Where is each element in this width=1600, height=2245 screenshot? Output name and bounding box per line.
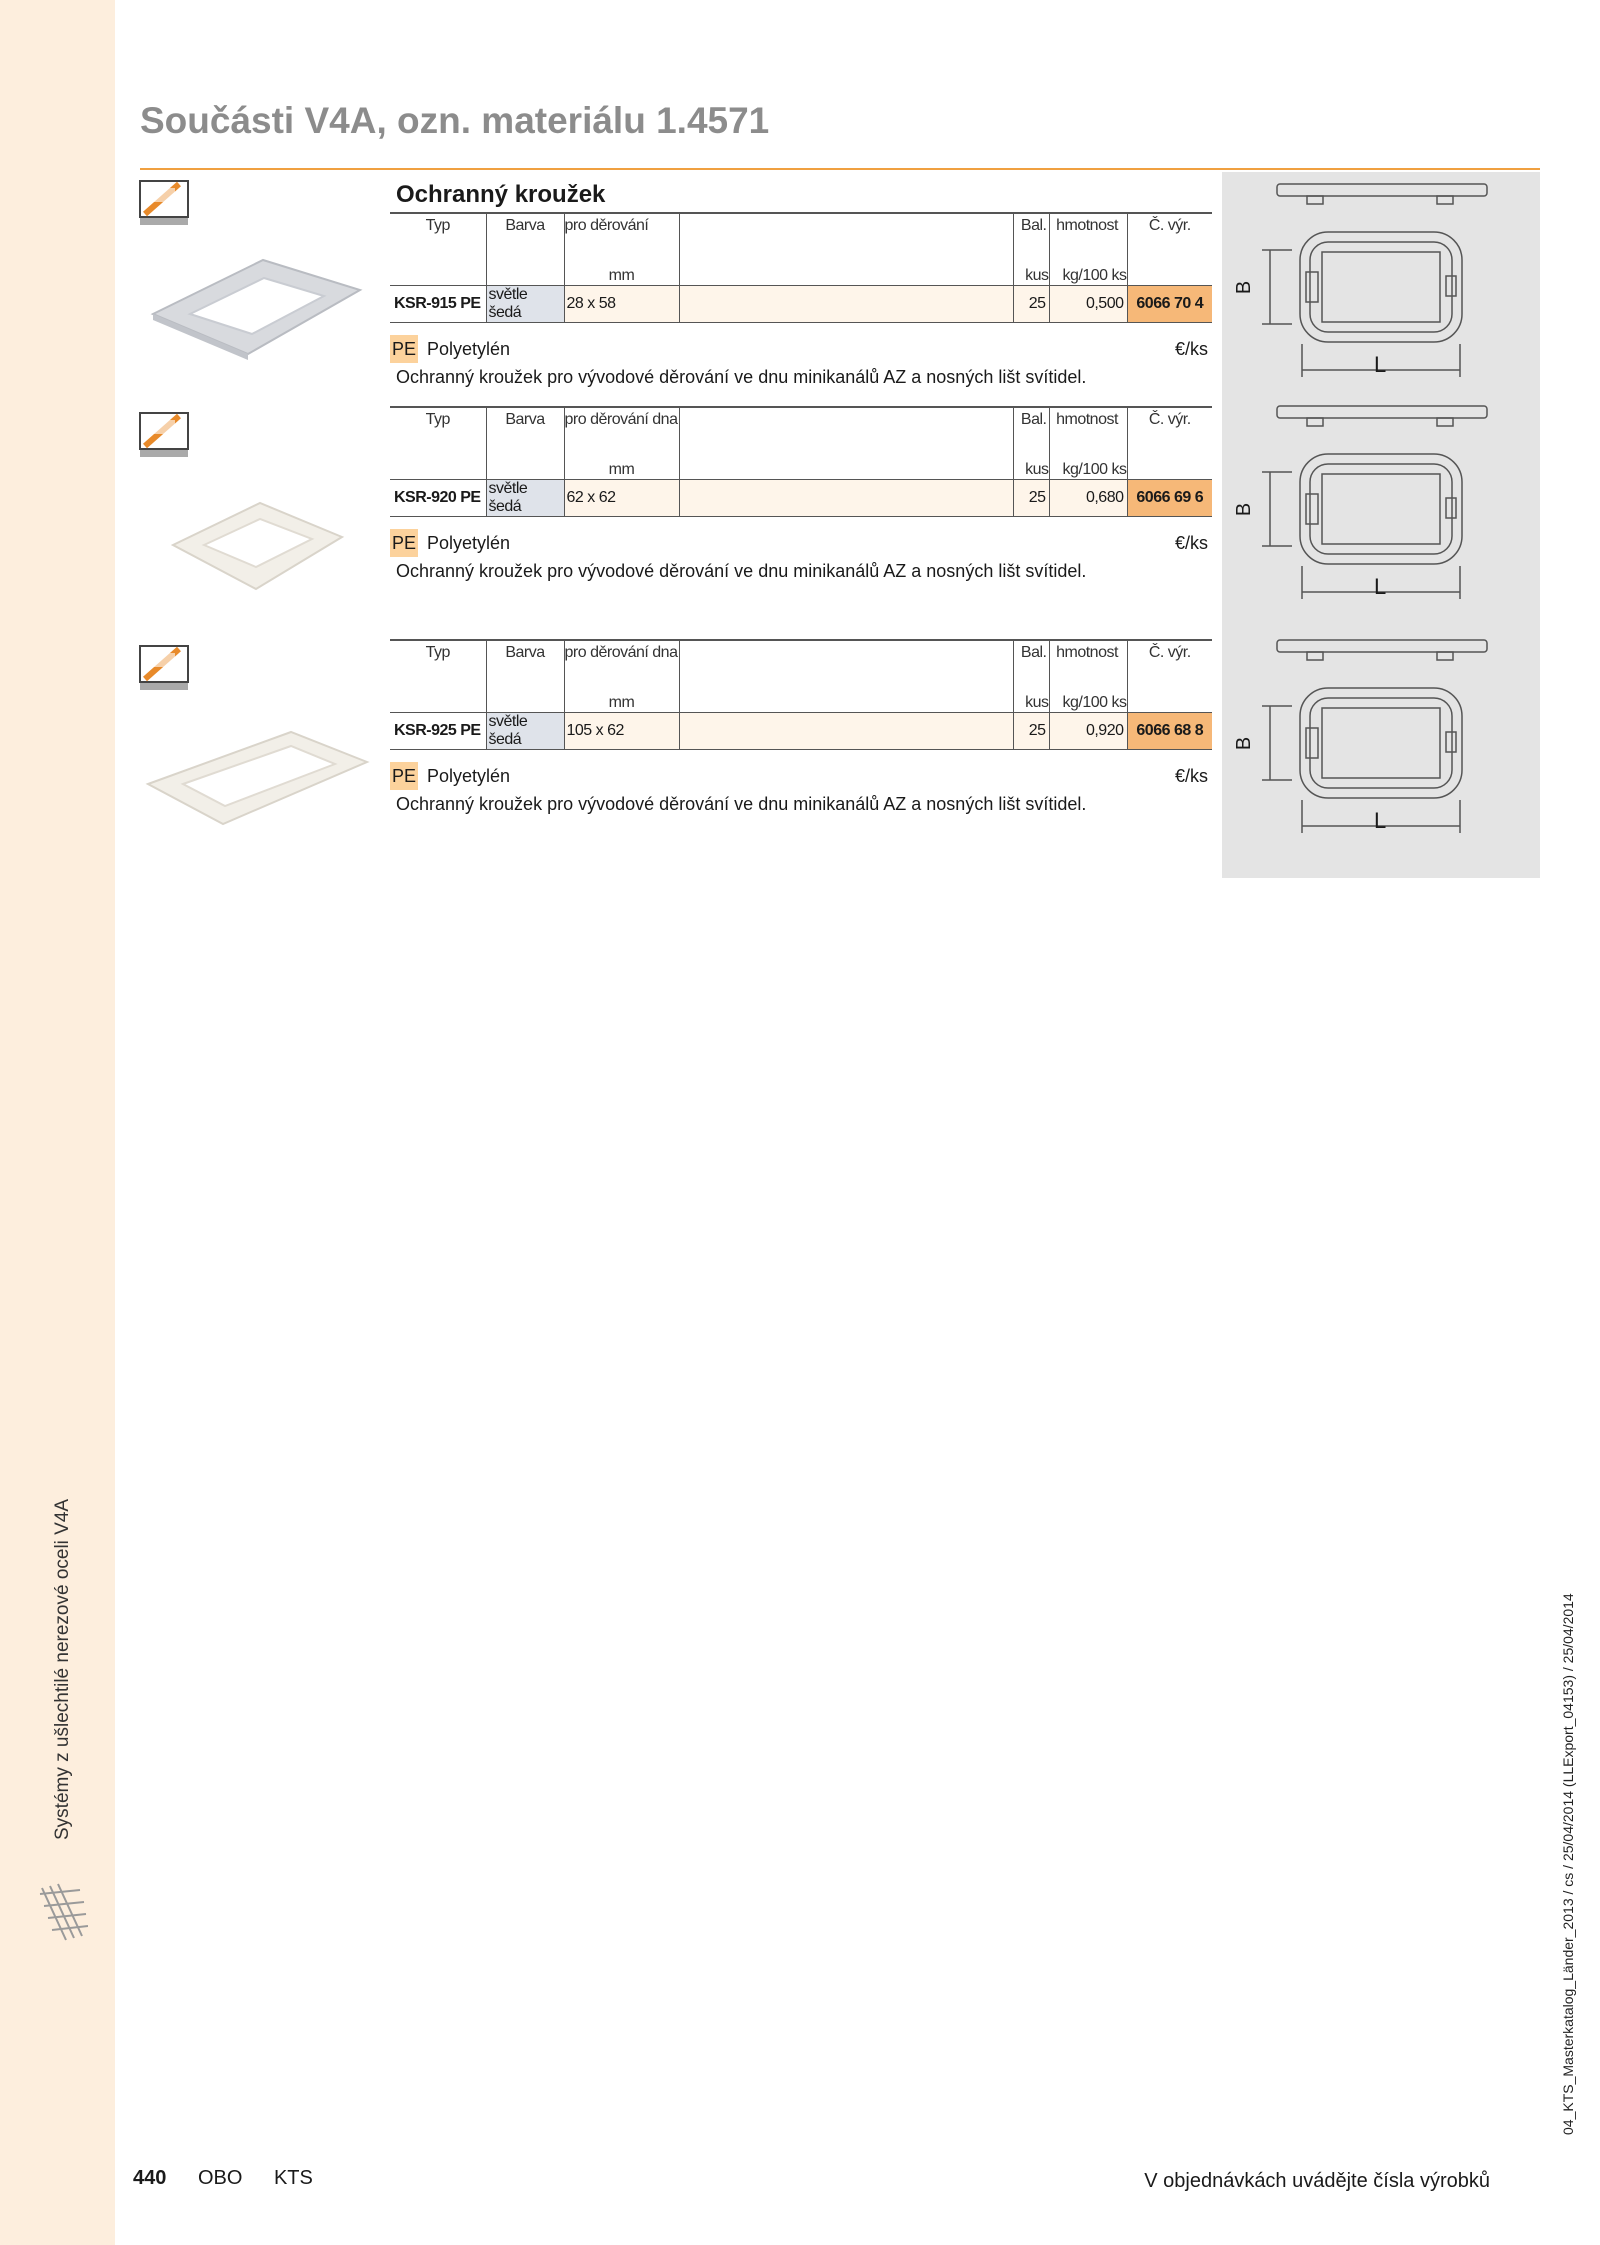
col-cislo: Č. výr. [1127, 407, 1212, 431]
col-bal: Bal. [1013, 213, 1049, 237]
product-photo-ksr-920 [168, 495, 346, 595]
col-bal: Bal. [1013, 640, 1049, 664]
material-name: Polyetylén [427, 338, 511, 359]
cell-order-number: 6066 69 6 [1127, 479, 1212, 516]
cell-bal: 25 [1013, 479, 1049, 516]
technical-drawings-panel [1222, 172, 1540, 878]
page-number: 440 [133, 2167, 167, 2189]
spec-table [390, 639, 1212, 750]
material-code: PE [390, 529, 418, 557]
col-typ: Typ [390, 213, 486, 237]
col-derovani: pro děrování dna [564, 640, 679, 664]
table-row [390, 712, 1212, 749]
cell-barva: světle šedá [486, 285, 564, 322]
material-row [390, 331, 1212, 365]
table-row [390, 285, 1212, 322]
page-title: Součásti V4A, ozn. materiálu 1.4571 [140, 100, 770, 141]
material-code: PE [390, 762, 418, 790]
technical-drawing [1222, 404, 1540, 634]
technical-drawing [1222, 638, 1540, 868]
cell-barva: světle šedá [486, 479, 564, 516]
unit-hmotnost: kg/100 ks [1049, 457, 1127, 479]
col-typ: Typ [390, 407, 486, 431]
product-title: Ochranný kroužek [396, 181, 606, 208]
unit-derovani: mm [564, 263, 679, 285]
unit-bal: kus [1013, 263, 1049, 285]
technical-drawing [1222, 172, 1540, 402]
product-description: Ochranný kroužek pro vývodové děrování ve dnu minikanálů AZ a nosných lišt svítidel. [396, 560, 1087, 581]
cell-derovani: 105 x 62 [564, 712, 679, 749]
col-typ: Typ [390, 640, 486, 664]
footer-left [133, 2167, 313, 2190]
product-block-ksr-925 [390, 639, 1212, 815]
cell-hmotnost: 0,680 [1049, 479, 1127, 516]
dimension-label-b: B [1233, 280, 1256, 295]
unit-derovani: mm [564, 690, 679, 712]
footer-section: KTS [273, 2167, 313, 2189]
col-barva: Barva [486, 213, 564, 237]
cell-order-number: 6066 68 8 [1127, 712, 1212, 749]
cell-hmotnost: 0,500 [1049, 285, 1127, 322]
sidebar [0, 0, 115, 2245]
footer-order-note: V objednávkách uvádějte čísla výrobků [1144, 2170, 1490, 2192]
col-cislo: Č. výr. [1127, 640, 1212, 664]
unit-derovani: mm [564, 457, 679, 479]
cell-bal: 25 [1013, 285, 1049, 322]
sidebar-section-text: Systémy z ušlechtilé nerezové oceli V4A [52, 1498, 73, 1840]
product-photo-ksr-925 [143, 728, 371, 828]
cell-order-number: 6066 70 4 [1127, 285, 1212, 322]
material-row [390, 525, 1212, 559]
halogen-free-badge-icon [139, 412, 189, 458]
price-unit: €/ks [1174, 338, 1208, 359]
dimension-label-l: L [1374, 808, 1387, 833]
col-derovani: pro děrování dna [564, 407, 679, 431]
product-block-ksr-915 [390, 178, 1212, 388]
cell-derovani: 62 x 62 [564, 479, 679, 516]
title-divider [140, 168, 1540, 170]
dimension-label-b: B [1233, 502, 1256, 517]
cell-barva: světle šedá [486, 712, 564, 749]
spec-table [390, 406, 1212, 517]
material-name: Polyetylén [427, 532, 511, 553]
dimension-label-l: L [1374, 574, 1387, 599]
cell-typ: KSR-925 PE [390, 712, 486, 749]
cell-typ: KSR-920 PE [390, 479, 486, 516]
col-derovani: pro děrování [564, 213, 679, 237]
price-unit: €/ks [1174, 532, 1208, 553]
unit-hmotnost: kg/100 ks [1049, 263, 1127, 285]
halogen-free-badge-icon [139, 180, 189, 226]
export-meta: 04_KTS_Masterkatalog_Länder_2013 / cs / 25/04/2014 (LLExport_04153) / 25/04/2014 [1560, 1593, 1576, 2135]
material-code: PE [390, 335, 418, 363]
footer-brand: OBO [197, 2167, 243, 2189]
cable-tray-icon [36, 1880, 88, 1948]
material-name: Polyetylén [427, 765, 511, 786]
cell-typ: KSR-915 PE [390, 285, 486, 322]
col-hmotnost: hmotnost [1049, 407, 1127, 431]
col-barva: Barva [486, 640, 564, 664]
col-cislo: Č. výr. [1127, 213, 1212, 237]
col-hmotnost: hmotnost [1049, 640, 1127, 664]
halogen-free-badge-icon [139, 645, 189, 691]
dimension-label-l: L [1374, 352, 1387, 377]
product-description: Ochranný kroužek pro vývodové děrování ve dnu minikanálů AZ a nosných lišt svítidel. [396, 366, 1087, 387]
price-unit: €/ks [1174, 765, 1208, 786]
unit-bal: kus [1013, 457, 1049, 479]
cell-hmotnost: 0,920 [1049, 712, 1127, 749]
col-hmotnost: hmotnost [1049, 213, 1127, 237]
col-barva: Barva [486, 407, 564, 431]
product-photo-ksr-915 [148, 252, 363, 362]
spec-table [390, 212, 1212, 323]
product-description: Ochranný kroužek pro vývodové děrování ve dnu minikanálů AZ a nosných lišt svítidel. [396, 793, 1087, 814]
dimension-label-b: B [1233, 736, 1256, 751]
cell-bal: 25 [1013, 712, 1049, 749]
product-block-ksr-920 [390, 406, 1212, 582]
cell-derovani: 28 x 58 [564, 285, 679, 322]
unit-hmotnost: kg/100 ks [1049, 690, 1127, 712]
table-row [390, 479, 1212, 516]
col-bal: Bal. [1013, 407, 1049, 431]
material-row [390, 758, 1212, 792]
unit-bal: kus [1013, 690, 1049, 712]
